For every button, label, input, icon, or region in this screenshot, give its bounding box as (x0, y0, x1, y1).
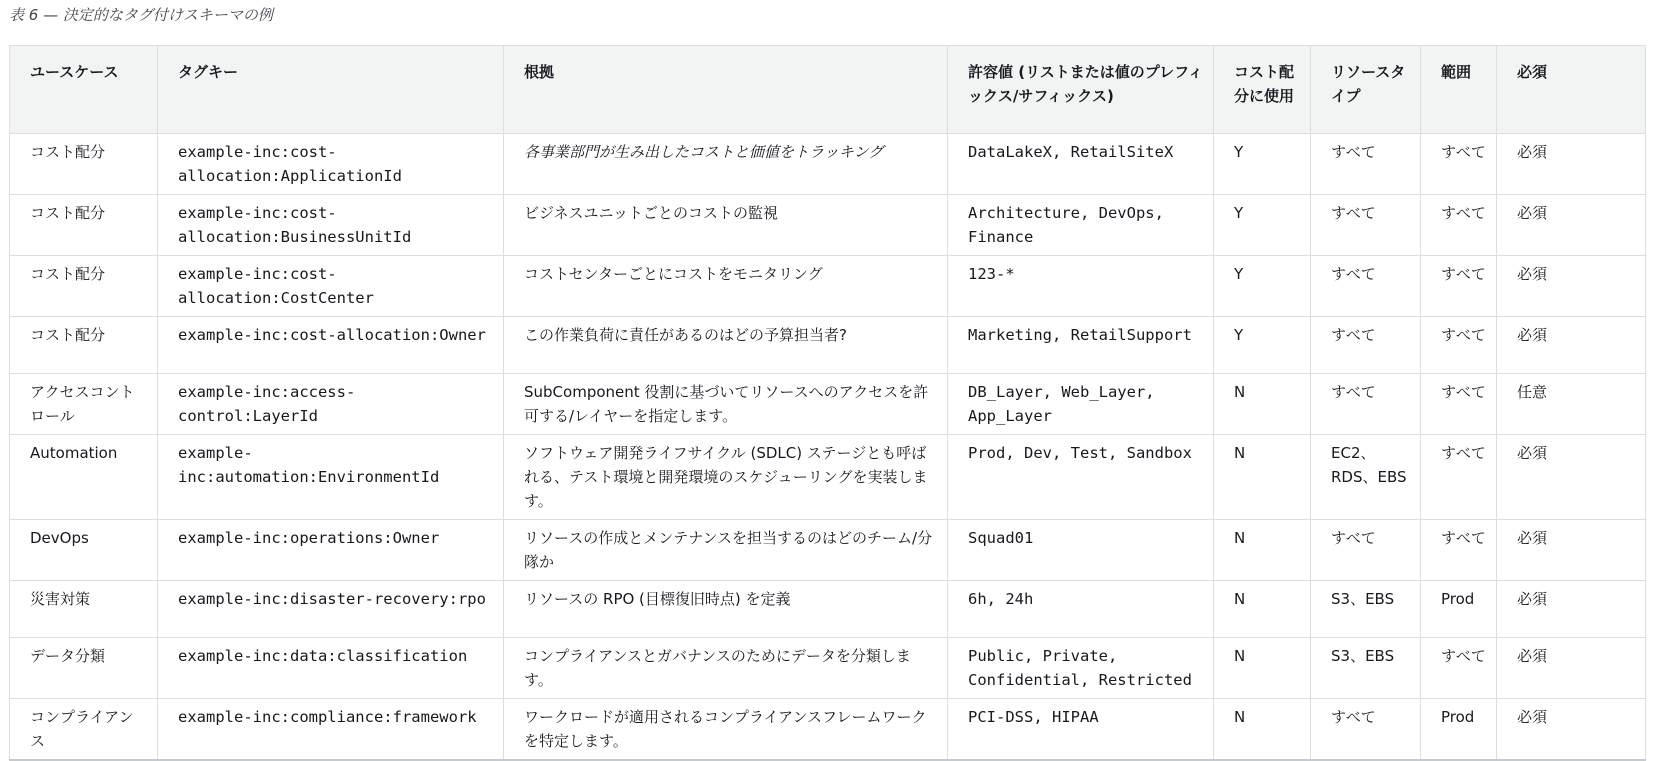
cell-scope: すべて (1421, 435, 1497, 520)
cell-scope: すべて (1421, 195, 1497, 256)
cell-use-case: 災害対策 (10, 581, 158, 638)
header-tag-key: タグキー (158, 46, 504, 134)
cell-resource-type: すべて (1311, 134, 1421, 195)
cell-scope: すべて (1421, 374, 1497, 435)
cell-tag-key: example-inc:compliance:framework (158, 699, 504, 761)
cell-required: 必須 (1497, 134, 1646, 195)
tagging-schema-table (9, 45, 1646, 761)
cell-resource-type: EC2、RDS、EBS (1311, 435, 1421, 520)
cell-allowed-values: PCI-DSS, HIPAA (948, 699, 1214, 761)
cell-rationale: コンプライアンスとガバナンスのためにデータを分類します。 (504, 638, 948, 699)
cell-resource-type: すべて (1311, 374, 1421, 435)
cell-rationale: この作業負荷に責任があるのはどの予算担当者? (504, 317, 948, 374)
cell-required: 必須 (1497, 256, 1646, 317)
cell-use-case: コスト配分 (10, 195, 158, 256)
cell-allowed-values: Architecture, DevOps, Finance (948, 195, 1214, 256)
cell-required: 必須 (1497, 699, 1646, 761)
cell-use-case: DevOps (10, 520, 158, 581)
cell-required: 必須 (1497, 581, 1646, 638)
cell-cost-allocation: N (1214, 699, 1311, 761)
cell-resource-type: すべて (1311, 256, 1421, 317)
cell-tag-key: example-inc:cost-allocation:CostCenter (158, 256, 504, 317)
cell-cost-allocation: Y (1214, 317, 1311, 374)
cell-required: 必須 (1497, 195, 1646, 256)
cell-scope: Prod (1421, 699, 1497, 761)
cell-cost-allocation: Y (1214, 195, 1311, 256)
table-row (10, 374, 1646, 435)
cell-tag-key: example-inc:access-control:LayerId (158, 374, 504, 435)
cell-cost-allocation: N (1214, 374, 1311, 435)
table-row (10, 699, 1646, 761)
cell-required: 必須 (1497, 317, 1646, 374)
cell-tag-key: example-inc:cost-allocation:BusinessUnitId (158, 195, 504, 256)
header-allowed-values: 許容値 (リストまたは値のプレフィックス/サフィックス) (948, 46, 1214, 134)
cell-required: 必須 (1497, 435, 1646, 520)
cell-resource-type: すべて (1311, 195, 1421, 256)
header-rationale: 根拠 (504, 46, 948, 134)
cell-rationale: SubComponent 役割に基づいてリソースへのアクセスを許可する/レイヤーを指定します。 (504, 374, 948, 435)
tagging-schema-table-container (9, 45, 1645, 761)
cell-use-case: コスト配分 (10, 317, 158, 374)
table-row (10, 638, 1646, 699)
cell-tag-key: example-inc:data:classification (158, 638, 504, 699)
table-row (10, 435, 1646, 520)
cell-scope: すべて (1421, 317, 1497, 374)
cell-rationale: ビジネスユニットごとのコストの監視 (504, 195, 948, 256)
cell-allowed-values: Public, Private, Confidential, Restricted (948, 638, 1214, 699)
cell-tag-key: example-inc:automation:EnvironmentId (158, 435, 504, 520)
cell-tag-key: example-inc:operations:Owner (158, 520, 504, 581)
cell-resource-type: すべて (1311, 520, 1421, 581)
cell-scope: すべて (1421, 638, 1497, 699)
cell-rationale: リソースの作成とメンテナンスを担当するのはどのチーム/分隊か (504, 520, 948, 581)
cell-resource-type: S3、EBS (1311, 581, 1421, 638)
cell-tag-key: example-inc:cost-allocation:Owner (158, 317, 504, 374)
cell-use-case: データ分類 (10, 638, 158, 699)
cell-allowed-values: 123-* (948, 256, 1214, 317)
cell-cost-allocation: Y (1214, 134, 1311, 195)
cell-allowed-values: DataLakeX, RetailSiteX (948, 134, 1214, 195)
cell-scope: すべて (1421, 256, 1497, 317)
cell-rationale: 各事業部門が生み出したコストと価値をトラッキング (504, 134, 948, 195)
cell-allowed-values: Squad01 (948, 520, 1214, 581)
cell-required: 任意 (1497, 374, 1646, 435)
cell-tag-key: example-inc:cost-allocation:ApplicationId (158, 134, 504, 195)
cell-cost-allocation: N (1214, 581, 1311, 638)
header-resource-type: リソースタイプ (1311, 46, 1421, 134)
cell-required: 必須 (1497, 638, 1646, 699)
cell-cost-allocation: Y (1214, 256, 1311, 317)
cell-allowed-values: Prod, Dev, Test, Sandbox (948, 435, 1214, 520)
cell-use-case: アクセスコントロール (10, 374, 158, 435)
table-row (10, 317, 1646, 374)
cell-resource-type: S3、EBS (1311, 638, 1421, 699)
cell-use-case: コスト配分 (10, 134, 158, 195)
table-row (10, 134, 1646, 195)
cell-cost-allocation: N (1214, 435, 1311, 520)
cell-resource-type: すべて (1311, 699, 1421, 761)
cell-scope: すべて (1421, 520, 1497, 581)
cell-scope: すべて (1421, 134, 1497, 195)
header-required: 必須 (1497, 46, 1646, 134)
cell-use-case: Automation (10, 435, 158, 520)
table-row (10, 520, 1646, 581)
header-scope: 範囲 (1421, 46, 1497, 134)
cell-resource-type: すべて (1311, 317, 1421, 374)
cell-cost-allocation: N (1214, 520, 1311, 581)
cell-allowed-values: 6h, 24h (948, 581, 1214, 638)
cell-cost-allocation: N (1214, 638, 1311, 699)
cell-tag-key: example-inc:disaster-recovery:rpo (158, 581, 504, 638)
header-cost-allocation: コスト配分に使用 (1214, 46, 1311, 134)
table-row (10, 195, 1646, 256)
cell-use-case: コンプライアンス (10, 699, 158, 761)
cell-rationale: リソースの RPO (目標復旧時点) を定義 (504, 581, 948, 638)
cell-rationale: ソフトウェア開発ライフサイクル (SDLC) ステージとも呼ばれる、テスト環境と開発環境のスケジューリングを実装します。 (504, 435, 948, 520)
table-caption: 表 6 — 決定的なタグ付けスキーマの例 (9, 6, 273, 24)
cell-allowed-values: DB_Layer, Web_Layer, App_Layer (948, 374, 1214, 435)
cell-required: 必須 (1497, 520, 1646, 581)
header-use-case: ユースケース (10, 46, 158, 134)
cell-rationale: ワークロードが適用されるコンプライアンスフレームワークを特定します。 (504, 699, 948, 761)
table-row (10, 581, 1646, 638)
table-row (10, 256, 1646, 317)
cell-allowed-values: Marketing, RetailSupport (948, 317, 1214, 374)
cell-scope: Prod (1421, 581, 1497, 638)
cell-use-case: コスト配分 (10, 256, 158, 317)
cell-rationale: コストセンターごとにコストをモニタリング (504, 256, 948, 317)
table-header-row (10, 46, 1646, 134)
